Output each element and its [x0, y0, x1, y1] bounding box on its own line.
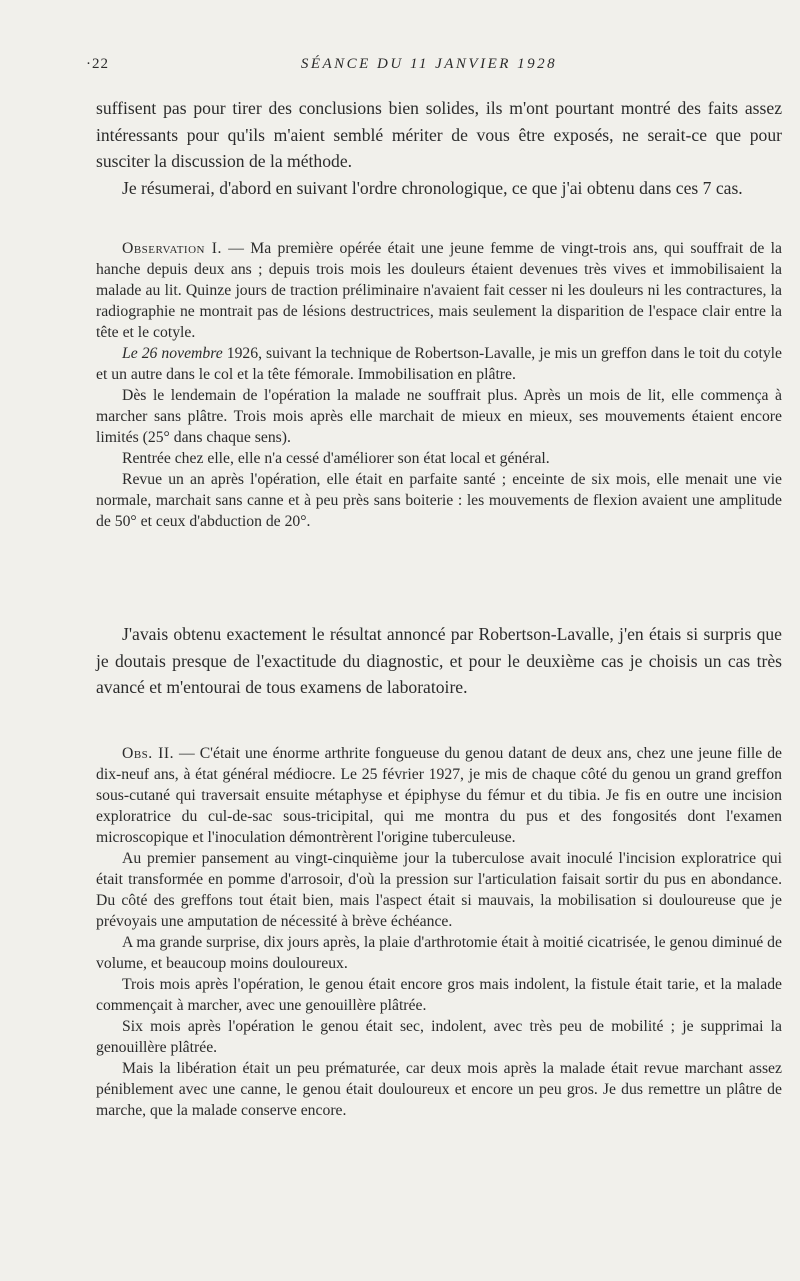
obs2-paragraph-5: Six mois après l'opération le genou était sec, indolent, avec très peu de mobilité ; je supprimai la genouillère plâtrée.	[96, 1018, 782, 1056]
obs2-p1-text: — C'était une énorme arthrite fongueuse du genou datant de deux ans, chez une jeune fille de dix-neuf ans, à état général médiocre. Le 25 février 1927, je mis de chaque côté du genou un grand greffon sous-cutané qui traversait ensuite métaphyse et épiphyse du fémur et du tibia. Je fis en outre une incision exploratrice du cul-de-sac sous-tricipital, qui me montra du pus et des fongosités dont l'examen microscopique et l'inoculation démontrèrent l'origine tuberculeuse.	[96, 745, 782, 846]
observation-1	[96, 238, 782, 532]
obs2-label: Obs. II.	[122, 745, 175, 762]
obs2-paragraph-3: A ma grande surprise, dix jours après, la plaie d'arthrotomie était à moitié cicatrisée, le genou diminué de volume, et beaucoup moins douloureux.	[96, 934, 782, 972]
obs2-paragraph-4: Trois mois après l'opération, le genou était encore gros mais indolent, la fistule était tarie, et la malade commençait à marcher, avec une genouillère plâtrée.	[96, 976, 782, 1014]
intro-paragraph-2: Je résumerai, d'abord en suivant l'ordre chronologique, ce que j'ai obtenu dans ces 7 cas.	[122, 177, 743, 198]
obs2-paragraph-2: Au premier pansement au vingt-cinquième jour la tuberculose avait inoculé l'incision exploratrice qui était transformée en pomme d'arrosoir, d'où la pression sur l'articulation faisait sortir du pus en abondance. Du côté des greffons tout était bien, mais l'aspect était si mauvais, la mobilisation si douloureuse que je prévoyais une amputation de nécessité à brève échéance.	[96, 850, 782, 930]
observation-2	[96, 743, 782, 1121]
obs1-paragraph-3: Dès le lendemain de l'opération la malade ne souffrait plus. Après un mois de lit, elle commença à marcher sans plâtre. Trois mois après elle marchait de mieux en mieux, ses mouvements étaient encore limités (25° dans chaque sens).	[96, 387, 782, 446]
obs1-paragraph-4: Rentrée chez elle, elle n'a cessé d'améliorer son état local et général.	[122, 450, 550, 467]
intro-section	[96, 95, 782, 201]
obs2-paragraph-6: Mais la libération était un peu prématurée, car deux mois après la malade était revue marchant assez péniblement avec une canne, le genou était douloureux et encore un peu gros. Je dus remettre un plâtre de marche, que la malade conserve encore.	[96, 1060, 782, 1119]
obs1-p2-text: 1926, suivant la technique de Robertson-Lavalle, je mis un greffon dans le toit du cotyle et un autre dans le col et la tête fémorale. Immobilisation en plâtre.	[96, 345, 782, 383]
obs1-label: Observation I.	[122, 240, 222, 257]
intro-paragraph-1: suffisent pas pour tirer des conclusions bien solides, ils m'ont pourtant montré des faits assez intéressants pour qu'ils m'aient semblé mériter de vous être exposés, ne serait-ce que pour susciter la discussion de la méthode.	[96, 98, 782, 171]
middle-section	[96, 621, 782, 701]
obs1-paragraph-1	[96, 238, 782, 343]
obs1-paragraph-5: Revue un an après l'opération, elle était en parfaite santé ; enceinte de six mois, elle menait une vie normale, marchait sans canne et à peu près sans boiterie : les mouvements de flexion avaient une amplitude de 50° et ceux d'abduction de 20°.	[96, 471, 782, 530]
obs1-p1-text: — Ma première opérée était une jeune femme de vingt-trois ans, qui souffrait de la hanche depuis deux ans ; depuis trois mois les douleurs étaient devenues très vives et immobilisaient la malade au lit. Quinze jours de traction préliminaire n'avaient fait cesser ni les douleurs ni les contractures, la radiographie ne montrait pas de lésions destructrices, mais seulement la disparition de l'espace clair entre la tête et le cotyle.	[96, 240, 782, 341]
obs1-date: Le 26 novembre	[122, 345, 223, 362]
middle-paragraph: J'avais obtenu exactement le résultat annoncé par Robertson-Lavalle, j'en étais si surpris que je doutais presque de l'exactitude du diagnostic, et pour le deuxième cas je choisis un cas très avancé et m'entourai de tous examens de laboratoire.	[96, 624, 782, 697]
page-header	[86, 56, 772, 78]
page-number: ·22	[86, 56, 109, 72]
obs2-paragraph-1	[96, 743, 782, 848]
obs1-paragraph-2	[96, 343, 782, 385]
running-title: SÉANCE DU 11 JANVIER 1928	[300, 56, 558, 72]
